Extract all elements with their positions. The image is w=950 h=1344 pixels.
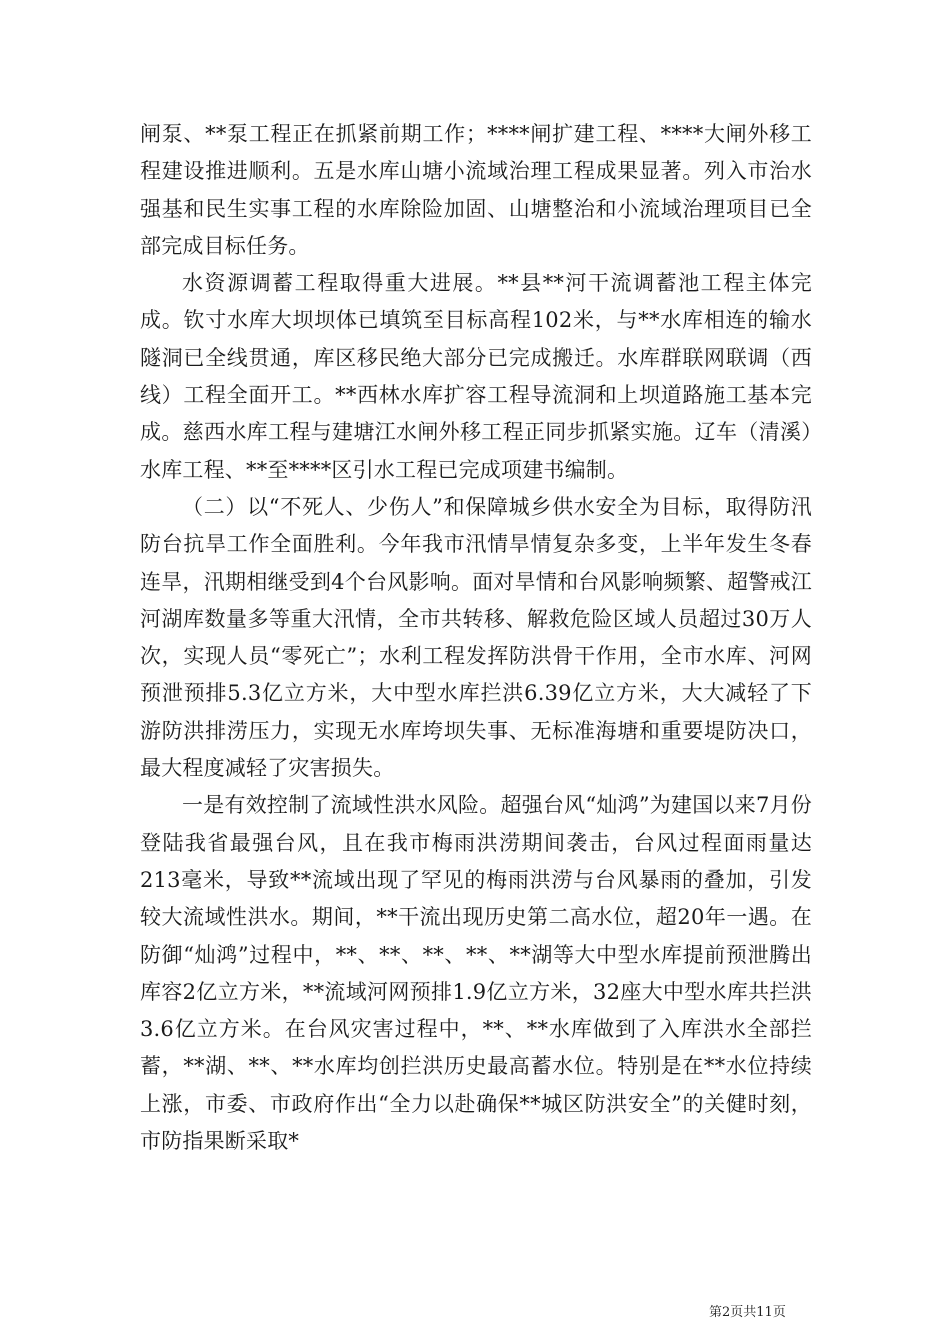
document-body <box>140 116 812 1160</box>
paragraph-2: 水资源调蓄工程取得重大进展。**县**河干流调蓄池工程主体完成。钦寸水库大坝坝体已填筑至目标高程102米，与**水库相连的输水隧洞已全线贯通，库区移民绝大部分已完成搬迁。水库群联网联调（西线）工程全面开工。**西林水库扩容工程导流洞和上坝道路施工基本完成。慈西水库工程与建塘江水闸外移工程正同步抓紧实施。辽车（清溪）水库工程、**至****区引水工程已完成项建书编制。 <box>140 271 812 482</box>
paragraph-3: （二）以“不死人、少伤人”和保障城乡供水安全为目标，取得防汛防台抗旱工作全面胜利。今年我市汛情旱情复杂多变，上半年发生冬春连旱，汛期相继受到4个台风影响。面对旱情和台风影响频繁、超警戒江河湖库数量多等重大汛情，全市共转移、解救危险区域人员超过30万人次，实现人员“零死亡”；水利工程发挥防洪骨干作用，全市水库、河网预泄预排5.3亿立方米，大中型水库拦洪6.39亿立方米，大大减轻了下游防洪排涝压力，实现无水库垮坝失事、无标准海塘和重要堤防决口，最大程度减轻了灾害损失。 <box>140 494 812 781</box>
paragraph-1: 闸泵、**泵工程正在抓紧前期工作；****闸扩建工程、****大闸外移工程建设推进顺利。五是水库山塘小流域治理工程成果显著。列入市治水强基和民生实事工程的水库除险加固、山塘整治和小流域治理项目已全部完成目标任务。 <box>140 122 812 258</box>
paragraph-4: 一是有效控制了流域性洪水风险。超强台风“灿鸿”为建国以来7月份登陆我省最强台风，且在我市梅雨洪涝期间袭击，台风过程面雨量达213毫米，导致**流域出现了罕见的梅雨洪涝与台风暴雨的叠加，引发较大流域性洪水。期间，**干流出现历史第二高水位，超20年一遇。在防御“灿鸿”过程中，**、**、**、**、**湖等大中型水库提前预泄腾出库容2亿立方米，**流域河网预排1.9亿立方米，32座大中型水库共拦洪3.6亿立方米。在台风灾害过程中，**、**水库做到了入库洪水全部拦蓄，**湖、**、**水库均创拦洪历史最高蓄水位。特别是在**水位持续上涨，市委、市政府作出“全力以赴确保**城区防洪安全”的关健时刻，市防指果断采取* <box>140 793 812 1154</box>
page-number-footer: 第2页共11页 <box>709 1305 786 1320</box>
